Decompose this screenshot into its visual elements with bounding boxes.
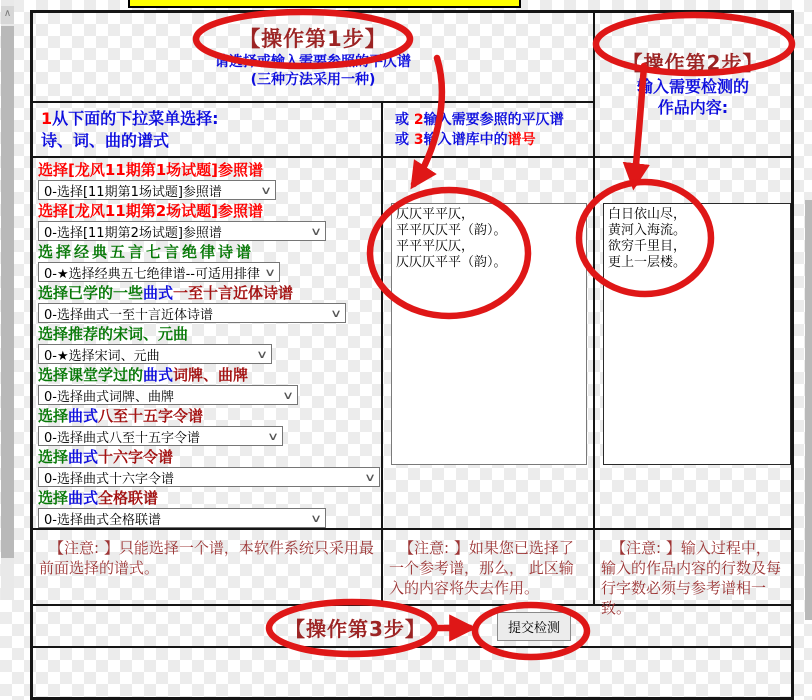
method1-text2: 诗、词、曲的谱式 [41,131,170,150]
label-part: 选择已学的一些 [38,284,144,302]
schema-selector-row [38,202,381,241]
schema-selector-label [38,161,381,180]
schema-select-value: 0-选择[11期第2场试题]参照谱 [44,225,222,241]
schema-select-value: 0-★选择宋词、元曲 [44,348,160,364]
schema-select[interactable] [38,262,280,282]
schema-select-value: 0-★选择经典五七绝律谱--可适用排律 [44,266,260,282]
schema-selector-list [33,158,383,530]
label-part: 曲式 [68,407,99,425]
schema-select[interactable] [38,467,380,487]
schema-selector-row [38,489,381,528]
method1-number: 1 [41,109,53,128]
schema-select[interactable] [38,426,283,446]
method3-or: 或 [395,132,409,148]
step3-title: 【操作第3步】 [285,617,426,641]
step1-title: 【操作第1步】 [239,27,387,51]
label-part: 曲式 [68,489,99,507]
schema-select-value: 0-选择[11期第1场试题]参照谱 [44,184,222,200]
chevron-down-icon: ∨ [363,470,377,484]
chevron-up-icon[interactable]: ∧ [1,6,14,24]
label-part: 选择[龙风11期第2场试题]参照谱 [38,202,264,220]
method3-text: 输入谱库中的 [423,132,508,148]
top-yellow-bar [128,0,521,8]
right-scrollbar-thumb[interactable] [805,200,812,620]
schema-select-value: 0-选择曲式词牌、曲牌 [44,389,174,405]
schema-selector-label [38,489,381,508]
reference-meter-cell [383,158,595,530]
step1-instruction-line1: 请选择或输入需要参照的平仄谱 [215,54,411,70]
schema-selector-row [38,325,381,364]
label-part: 曲式 [143,284,174,302]
label-part: 选择课堂学过的 [38,366,144,384]
schema-select[interactable] [38,303,346,323]
schema-selector-row [38,284,381,323]
schema-selector-label [38,284,381,303]
label-part: 一至十言近体诗谱 [173,284,294,302]
method1-cell [33,103,383,158]
left-scrollbar-thumb[interactable] [1,26,14,558]
work-content-cell [595,158,791,530]
step1-instruction-line2: (三种方法采用一种) [250,72,376,88]
label-part: 选择[龙风11期第1场试题]参照谱 [38,161,264,179]
schema-selector-row [38,407,381,446]
label-part: 选择 [38,407,69,425]
label-part: 词牌、曲牌 [173,366,249,384]
chevron-down-icon: ∨ [309,511,323,525]
label-part: 全格联谱 [98,489,159,507]
schema-selector-row [38,366,381,405]
method1-text: 从下面的下拉菜单选择: [52,109,219,128]
method23-cell [383,103,595,158]
label-part: 选择推荐的宋词、元曲 [38,325,189,343]
chevron-down-icon: ∨ [309,224,323,238]
main-table [30,10,794,700]
label-part: 十六字令谱 [98,448,174,466]
method3-number: 3 [413,132,424,148]
schema-select-value: 0-选择曲式一至十言近体诗谱 [44,307,213,323]
note-right: 【注意: 】输入过程中，输入的作品内容的行数及每行字数必须与参考谱相一致。 [595,530,791,606]
schema-selector-label [38,202,381,221]
label-part: 曲式 [68,448,99,466]
work-content-textarea[interactable] [603,203,791,465]
step3-row [33,606,791,648]
schema-select[interactable] [38,180,276,200]
step2-header-cell [595,13,791,158]
chevron-down-icon: ∨ [263,265,277,279]
schema-selector-label [38,366,381,385]
schema-select-value: 0-选择曲式全格联谱 [44,512,161,528]
method2-number: 2 [413,112,424,128]
chevron-down-icon: ∨ [255,347,269,361]
schema-selector-label [38,407,381,426]
schema-select[interactable] [38,508,326,528]
schema-selector-label [38,243,381,262]
chevron-down-icon: ∨ [329,306,343,320]
label-part: 选择经典五言七言绝律诗谱 [38,243,255,261]
label-part: 八至十五字令谱 [98,407,204,425]
label-part: 曲式 [143,366,174,384]
schema-selector-row [38,448,381,487]
submit-check-button[interactable]: 提交检测 [497,612,571,641]
step2-instruction-line1: 输入需要检测的 [636,77,749,96]
schema-selector-row [38,243,381,282]
schema-select[interactable] [38,385,298,405]
step1-header-cell [33,13,595,103]
schema-selector-label [38,448,381,467]
schema-selector-row [38,161,381,200]
chevron-down-icon: ∨ [259,183,273,197]
schema-select-value: 0-选择曲式八至十五字令谱 [44,430,200,446]
chevron-down-icon: ∨ [281,388,295,402]
label-part: 选择 [38,448,69,466]
schema-selector-label [38,325,381,344]
schema-select-value: 0-选择曲式十六字令谱 [44,471,174,487]
method2-text: 输入需要参照的平仄谱 [423,112,564,128]
note-left: 【注意: 】只能选择一个谱，本软件系统只采用最前面选择的谱式。 [33,530,383,606]
schema-select[interactable] [38,221,326,241]
method2-or: 或 [395,112,409,128]
method3-highlight: 谱号 [507,132,536,148]
schema-select[interactable] [38,344,272,364]
chevron-down-icon: ∨ [266,429,280,443]
reference-meter-textarea[interactable] [391,203,587,465]
note-middle: 【注意: 】如果您已选择了一个参考谱，那么， 此区输入的内容将失去作用。 [383,530,595,606]
label-part: 选择 [38,489,69,507]
step2-title: 【操作第2步】 [622,51,764,75]
step2-instruction-line2: 作品内容: [657,98,729,117]
